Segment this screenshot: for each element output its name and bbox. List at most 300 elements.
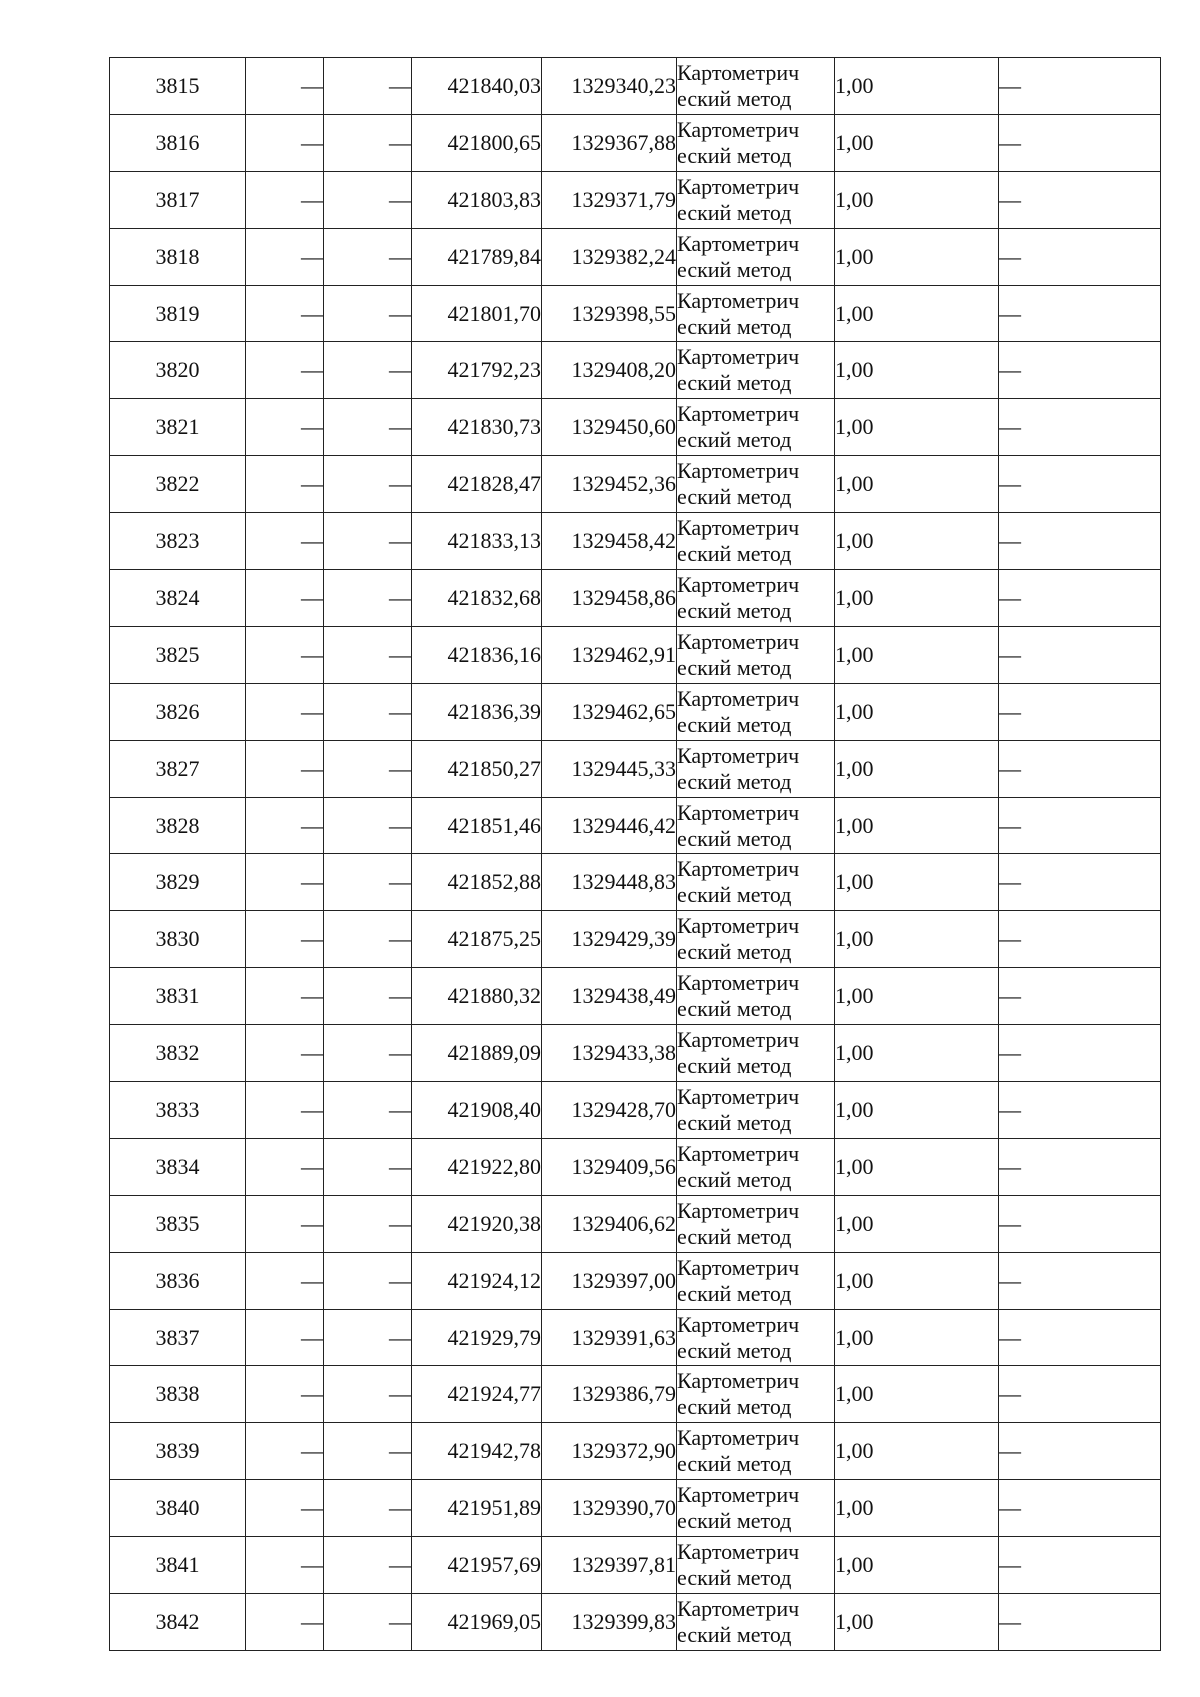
method-line-1: Картометрич [677, 685, 800, 711]
x-coordinate-cell: 421951,89 [412, 1480, 542, 1537]
y-coordinate-cell: 1329452,36 [542, 456, 677, 513]
table-row [110, 740, 1161, 797]
method-line-2: еский метод [677, 1508, 792, 1534]
method-cell [677, 1309, 835, 1366]
y-coordinate-cell: 1329458,42 [542, 513, 677, 570]
x-coordinate-cell: 421833,13 [412, 513, 542, 570]
empty-dash-cell: — [324, 1366, 412, 1423]
table-row [110, 228, 1161, 285]
accuracy-cell: 1,00 [835, 683, 999, 740]
method-line-2: еский метод [677, 142, 792, 168]
point-number-cell: 3822 [110, 456, 246, 513]
empty-dash-cell: — [246, 797, 324, 854]
point-number-cell: 3839 [110, 1423, 246, 1480]
y-coordinate-cell: 1329462,91 [542, 626, 677, 683]
method-cell [677, 740, 835, 797]
empty-dash-cell: — [246, 626, 324, 683]
empty-dash-cell: — [324, 1594, 412, 1651]
method-line-1: Картометрич [677, 913, 800, 939]
method-line-1: Картометрич [677, 287, 800, 313]
empty-dash-cell: — [999, 1594, 1161, 1651]
point-number-cell: 3821 [110, 399, 246, 456]
method-cell [677, 1423, 835, 1480]
empty-dash-cell: — [324, 114, 412, 171]
method-line-2: еский метод [677, 1621, 792, 1647]
table-row [110, 1252, 1161, 1309]
point-number-cell: 3834 [110, 1138, 246, 1195]
y-coordinate-cell: 1329367,88 [542, 114, 677, 171]
empty-dash-cell: — [999, 740, 1161, 797]
empty-dash-cell: — [324, 228, 412, 285]
x-coordinate-cell: 421832,68 [412, 570, 542, 627]
empty-dash-cell: — [999, 1366, 1161, 1423]
method-line-2: еский метод [677, 597, 792, 623]
accuracy-cell: 1,00 [835, 1309, 999, 1366]
method-line-2: еский метод [677, 1053, 792, 1079]
y-coordinate-cell: 1329462,65 [542, 683, 677, 740]
y-coordinate-cell: 1329386,79 [542, 1366, 677, 1423]
method-line-2: еский метод [677, 256, 792, 282]
empty-dash-cell: — [324, 513, 412, 570]
empty-dash-cell: — [999, 1537, 1161, 1594]
x-coordinate-cell: 421969,05 [412, 1594, 542, 1651]
x-coordinate-cell: 421889,09 [412, 1025, 542, 1082]
y-coordinate-cell: 1329458,86 [542, 570, 677, 627]
empty-dash-cell: — [999, 1082, 1161, 1139]
x-coordinate-cell: 421908,40 [412, 1082, 542, 1139]
table-row [110, 1423, 1161, 1480]
x-coordinate-cell: 421880,32 [412, 968, 542, 1025]
method-cell [677, 911, 835, 968]
empty-dash-cell: — [246, 513, 324, 570]
empty-dash-cell: — [246, 1082, 324, 1139]
accuracy-cell: 1,00 [835, 1195, 999, 1252]
accuracy-cell: 1,00 [835, 911, 999, 968]
x-coordinate-cell: 421801,70 [412, 285, 542, 342]
method-cell [677, 1082, 835, 1139]
x-coordinate-cell: 421850,27 [412, 740, 542, 797]
y-coordinate-cell: 1329397,00 [542, 1252, 677, 1309]
method-line-2: еский метод [677, 1451, 792, 1477]
y-coordinate-cell: 1329450,60 [542, 399, 677, 456]
table-row [110, 1082, 1161, 1139]
y-coordinate-cell: 1329409,56 [542, 1138, 677, 1195]
accuracy-cell: 1,00 [835, 1423, 999, 1480]
accuracy-cell: 1,00 [835, 626, 999, 683]
point-number-cell: 3819 [110, 285, 246, 342]
x-coordinate-cell: 421920,38 [412, 1195, 542, 1252]
x-coordinate-cell: 421840,03 [412, 58, 542, 115]
table-row [110, 911, 1161, 968]
accuracy-cell: 1,00 [835, 285, 999, 342]
y-coordinate-cell: 1329445,33 [542, 740, 677, 797]
method-line-1: Картометрич [677, 1027, 800, 1053]
method-line-2: еский метод [677, 939, 792, 965]
accuracy-cell: 1,00 [835, 1366, 999, 1423]
accuracy-cell: 1,00 [835, 1252, 999, 1309]
y-coordinate-cell: 1329340,23 [542, 58, 677, 115]
point-number-cell: 3828 [110, 797, 246, 854]
method-line-2: еский метод [677, 996, 792, 1022]
method-cell [677, 1594, 835, 1651]
empty-dash-cell: — [999, 911, 1161, 968]
x-coordinate-cell: 421942,78 [412, 1423, 542, 1480]
table-row [110, 683, 1161, 740]
x-coordinate-cell: 421789,84 [412, 228, 542, 285]
method-line-2: еский метод [677, 484, 792, 510]
empty-dash-cell: — [324, 1082, 412, 1139]
point-number-cell: 3816 [110, 114, 246, 171]
method-line-2: еский метод [677, 313, 792, 339]
accuracy-cell: 1,00 [835, 513, 999, 570]
table-row [110, 342, 1161, 399]
method-cell [677, 570, 835, 627]
method-line-1: Картометрич [677, 116, 800, 142]
y-coordinate-cell: 1329391,63 [542, 1309, 677, 1366]
empty-dash-cell: — [246, 114, 324, 171]
empty-dash-cell: — [324, 1537, 412, 1594]
empty-dash-cell: — [999, 683, 1161, 740]
table-body [110, 58, 1161, 1651]
y-coordinate-cell: 1329372,90 [542, 1423, 677, 1480]
method-line-2: еский метод [677, 427, 792, 453]
x-coordinate-cell: 421836,39 [412, 683, 542, 740]
y-coordinate-cell: 1329390,70 [542, 1480, 677, 1537]
point-number-cell: 3831 [110, 968, 246, 1025]
empty-dash-cell: — [246, 1138, 324, 1195]
method-line-1: Картометрич [677, 1425, 800, 1451]
x-coordinate-cell: 421924,12 [412, 1252, 542, 1309]
method-cell [677, 513, 835, 570]
method-cell [677, 1138, 835, 1195]
y-coordinate-cell: 1329448,83 [542, 854, 677, 911]
method-line-1: Картометрич [677, 1482, 800, 1508]
empty-dash-cell: — [246, 171, 324, 228]
table-row [110, 1480, 1161, 1537]
method-line-2: еский метод [677, 825, 792, 851]
point-number-cell: 3824 [110, 570, 246, 627]
empty-dash-cell: — [999, 228, 1161, 285]
point-number-cell: 3833 [110, 1082, 246, 1139]
empty-dash-cell: — [246, 399, 324, 456]
accuracy-cell: 1,00 [835, 228, 999, 285]
point-number-cell: 3823 [110, 513, 246, 570]
table-row [110, 1537, 1161, 1594]
empty-dash-cell: — [324, 1025, 412, 1082]
empty-dash-cell: — [999, 58, 1161, 115]
y-coordinate-cell: 1329397,81 [542, 1537, 677, 1594]
table-row [110, 626, 1161, 683]
method-cell [677, 1480, 835, 1537]
accuracy-cell: 1,00 [835, 456, 999, 513]
method-line-1: Картометрич [677, 1083, 800, 1109]
table-row [110, 570, 1161, 627]
method-line-1: Картометрич [677, 1140, 800, 1166]
y-coordinate-cell: 1329371,79 [542, 171, 677, 228]
empty-dash-cell: — [324, 1195, 412, 1252]
point-number-cell: 3835 [110, 1195, 246, 1252]
method-line-1: Картометрич [677, 173, 800, 199]
y-coordinate-cell: 1329408,20 [542, 342, 677, 399]
method-cell [677, 1025, 835, 1082]
y-coordinate-cell: 1329433,38 [542, 1025, 677, 1082]
method-line-1: Картометрич [677, 571, 800, 597]
method-cell [677, 1195, 835, 1252]
table-row [110, 797, 1161, 854]
method-cell [677, 1537, 835, 1594]
empty-dash-cell: — [999, 968, 1161, 1025]
method-line-2: еский метод [677, 711, 792, 737]
empty-dash-cell: — [246, 911, 324, 968]
empty-dash-cell: — [324, 399, 412, 456]
method-line-1: Картометрич [677, 401, 800, 427]
method-line-2: еский метод [677, 1223, 792, 1249]
method-line-1: Картометрич [677, 1311, 800, 1337]
method-cell [677, 399, 835, 456]
x-coordinate-cell: 421852,88 [412, 854, 542, 911]
method-cell [677, 968, 835, 1025]
empty-dash-cell: — [324, 285, 412, 342]
table-row [110, 1138, 1161, 1195]
x-coordinate-cell: 421924,77 [412, 1366, 542, 1423]
point-number-cell: 3838 [110, 1366, 246, 1423]
empty-dash-cell: — [246, 228, 324, 285]
empty-dash-cell: — [324, 456, 412, 513]
table-row [110, 1309, 1161, 1366]
empty-dash-cell: — [246, 342, 324, 399]
empty-dash-cell: — [324, 171, 412, 228]
accuracy-cell: 1,00 [835, 1480, 999, 1537]
method-cell [677, 854, 835, 911]
method-cell [677, 797, 835, 854]
method-line-2: еский метод [677, 85, 792, 111]
method-line-2: еский метод [677, 1109, 792, 1135]
method-line-2: еский метод [677, 1565, 792, 1591]
method-line-2: еский метод [677, 1394, 792, 1420]
accuracy-cell: 1,00 [835, 570, 999, 627]
accuracy-cell: 1,00 [835, 399, 999, 456]
y-coordinate-cell: 1329428,70 [542, 1082, 677, 1139]
empty-dash-cell: — [324, 342, 412, 399]
accuracy-cell: 1,00 [835, 1594, 999, 1651]
x-coordinate-cell: 421800,65 [412, 114, 542, 171]
method-line-2: еский метод [677, 370, 792, 396]
table-row [110, 1025, 1161, 1082]
method-line-1: Картометрич [677, 59, 800, 85]
empty-dash-cell: — [324, 570, 412, 627]
method-line-2: еский метод [677, 1280, 792, 1306]
x-coordinate-cell: 421929,79 [412, 1309, 542, 1366]
point-number-cell: 3815 [110, 58, 246, 115]
empty-dash-cell: — [999, 1195, 1161, 1252]
empty-dash-cell: — [324, 1138, 412, 1195]
empty-dash-cell: — [999, 626, 1161, 683]
point-number-cell: 3840 [110, 1480, 246, 1537]
empty-dash-cell: — [246, 740, 324, 797]
empty-dash-cell: — [999, 1025, 1161, 1082]
empty-dash-cell: — [999, 854, 1161, 911]
method-cell [677, 114, 835, 171]
point-number-cell: 3817 [110, 171, 246, 228]
table-row [110, 114, 1161, 171]
empty-dash-cell: — [246, 968, 324, 1025]
empty-dash-cell: — [246, 683, 324, 740]
empty-dash-cell: — [324, 1423, 412, 1480]
method-line-1: Картометрич [677, 458, 800, 484]
table-row [110, 513, 1161, 570]
method-cell [677, 58, 835, 115]
point-number-cell: 3841 [110, 1537, 246, 1594]
method-line-2: еский метод [677, 1166, 792, 1192]
y-coordinate-cell: 1329398,55 [542, 285, 677, 342]
empty-dash-cell: — [324, 58, 412, 115]
table-row [110, 854, 1161, 911]
method-cell [677, 1366, 835, 1423]
empty-dash-cell: — [324, 740, 412, 797]
method-line-1: Картометрич [677, 970, 800, 996]
x-coordinate-cell: 421851,46 [412, 797, 542, 854]
point-number-cell: 3818 [110, 228, 246, 285]
x-coordinate-cell: 421803,83 [412, 171, 542, 228]
empty-dash-cell: — [999, 1138, 1161, 1195]
y-coordinate-cell: 1329382,24 [542, 228, 677, 285]
method-line-1: Картометрич [677, 344, 800, 370]
empty-dash-cell: — [999, 342, 1161, 399]
point-number-cell: 3825 [110, 626, 246, 683]
table-row [110, 399, 1161, 456]
empty-dash-cell: — [999, 1423, 1161, 1480]
accuracy-cell: 1,00 [835, 171, 999, 228]
empty-dash-cell: — [999, 570, 1161, 627]
method-line-2: еский метод [677, 882, 792, 908]
x-coordinate-cell: 421828,47 [412, 456, 542, 513]
method-cell [677, 456, 835, 513]
empty-dash-cell: — [324, 854, 412, 911]
table-row [110, 1594, 1161, 1651]
empty-dash-cell: — [246, 1537, 324, 1594]
point-number-cell: 3830 [110, 911, 246, 968]
accuracy-cell: 1,00 [835, 114, 999, 171]
accuracy-cell: 1,00 [835, 797, 999, 854]
method-line-1: Картометрич [677, 1254, 800, 1280]
empty-dash-cell: — [246, 1423, 324, 1480]
point-number-cell: 3836 [110, 1252, 246, 1309]
empty-dash-cell: — [324, 911, 412, 968]
empty-dash-cell: — [999, 797, 1161, 854]
empty-dash-cell: — [246, 1252, 324, 1309]
method-line-2: еский метод [677, 541, 792, 567]
empty-dash-cell: — [999, 456, 1161, 513]
x-coordinate-cell: 421922,80 [412, 1138, 542, 1195]
table-row [110, 58, 1161, 115]
y-coordinate-cell: 1329406,62 [542, 1195, 677, 1252]
method-line-1: Картометрич [677, 628, 800, 654]
empty-dash-cell: — [999, 1480, 1161, 1537]
method-line-1: Картометрич [677, 1197, 800, 1223]
method-line-2: еский метод [677, 199, 792, 225]
method-cell [677, 285, 835, 342]
empty-dash-cell: — [246, 1366, 324, 1423]
x-coordinate-cell: 421792,23 [412, 342, 542, 399]
method-line-2: еский метод [677, 654, 792, 680]
empty-dash-cell: — [999, 1309, 1161, 1366]
table-row [110, 285, 1161, 342]
accuracy-cell: 1,00 [835, 1025, 999, 1082]
method-line-1: Картометрич [677, 1595, 800, 1621]
empty-dash-cell: — [324, 683, 412, 740]
x-coordinate-cell: 421830,73 [412, 399, 542, 456]
accuracy-cell: 1,00 [835, 1082, 999, 1139]
empty-dash-cell: — [246, 1594, 324, 1651]
empty-dash-cell: — [999, 285, 1161, 342]
method-line-1: Картометрич [677, 856, 800, 882]
empty-dash-cell: — [246, 1025, 324, 1082]
point-number-cell: 3827 [110, 740, 246, 797]
table-row [110, 171, 1161, 228]
empty-dash-cell: — [246, 1309, 324, 1366]
method-cell [677, 626, 835, 683]
empty-dash-cell: — [324, 797, 412, 854]
accuracy-cell: 1,00 [835, 1537, 999, 1594]
empty-dash-cell: — [324, 1309, 412, 1366]
empty-dash-cell: — [324, 1480, 412, 1537]
method-cell [677, 171, 835, 228]
method-cell [677, 683, 835, 740]
empty-dash-cell: — [999, 171, 1161, 228]
x-coordinate-cell: 421836,16 [412, 626, 542, 683]
empty-dash-cell: — [999, 513, 1161, 570]
table-row [110, 456, 1161, 513]
empty-dash-cell: — [246, 1195, 324, 1252]
y-coordinate-cell: 1329399,83 [542, 1594, 677, 1651]
method-cell [677, 228, 835, 285]
coordinates-table [109, 57, 1161, 1651]
point-number-cell: 3832 [110, 1025, 246, 1082]
empty-dash-cell: — [324, 1252, 412, 1309]
empty-dash-cell: — [246, 854, 324, 911]
point-number-cell: 3820 [110, 342, 246, 399]
empty-dash-cell: — [246, 570, 324, 627]
method-cell [677, 342, 835, 399]
table-row [110, 1366, 1161, 1423]
method-line-1: Картометрич [677, 1539, 800, 1565]
accuracy-cell: 1,00 [835, 854, 999, 911]
accuracy-cell: 1,00 [835, 740, 999, 797]
table-row [110, 1195, 1161, 1252]
x-coordinate-cell: 421875,25 [412, 911, 542, 968]
point-number-cell: 3829 [110, 854, 246, 911]
empty-dash-cell: — [999, 399, 1161, 456]
method-line-1: Картометрич [677, 799, 800, 825]
empty-dash-cell: — [999, 1252, 1161, 1309]
method-line-2: еский метод [677, 768, 792, 794]
method-line-1: Картометрич [677, 1368, 800, 1394]
method-line-1: Картометрич [677, 230, 800, 256]
x-coordinate-cell: 421957,69 [412, 1537, 542, 1594]
table-row [110, 968, 1161, 1025]
point-number-cell: 3826 [110, 683, 246, 740]
accuracy-cell: 1,00 [835, 58, 999, 115]
empty-dash-cell: — [246, 1480, 324, 1537]
method-line-2: еский метод [677, 1337, 792, 1363]
accuracy-cell: 1,00 [835, 968, 999, 1025]
method-cell [677, 1252, 835, 1309]
accuracy-cell: 1,00 [835, 342, 999, 399]
y-coordinate-cell: 1329438,49 [542, 968, 677, 1025]
empty-dash-cell: — [324, 968, 412, 1025]
point-number-cell: 3837 [110, 1309, 246, 1366]
y-coordinate-cell: 1329429,39 [542, 911, 677, 968]
